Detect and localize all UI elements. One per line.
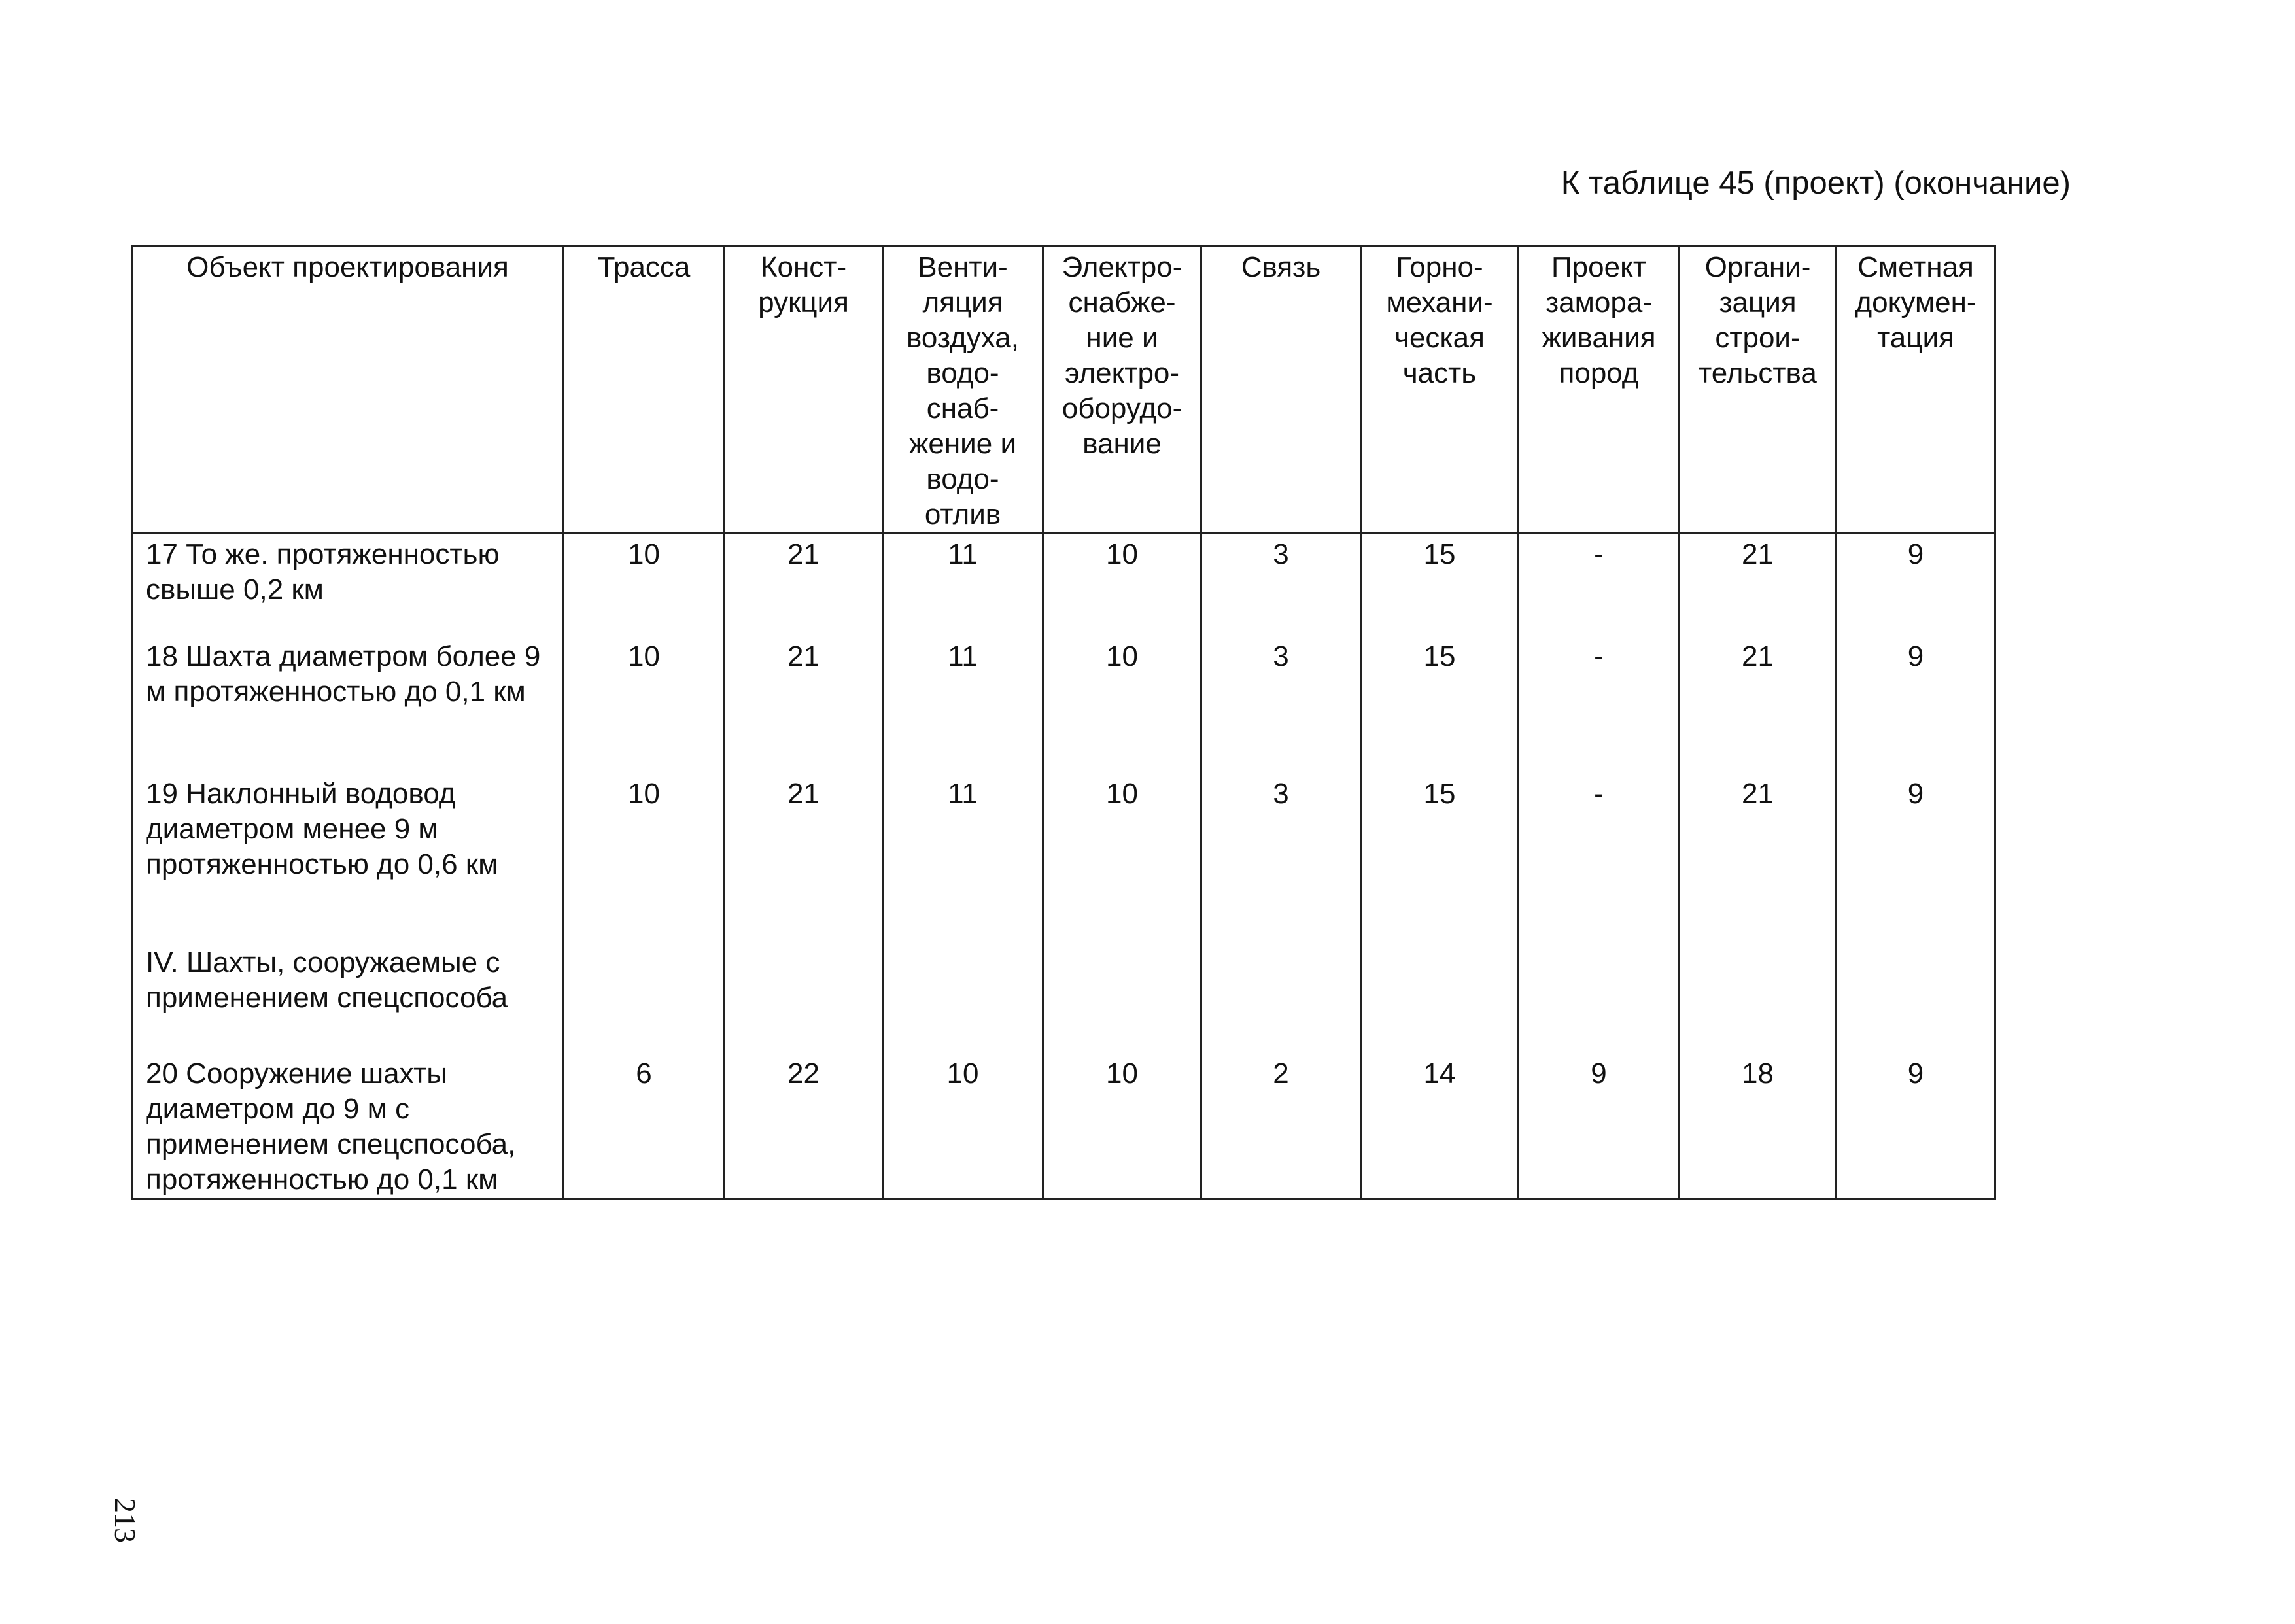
header-object: Объект проектирования <box>132 246 564 534</box>
cell-value <box>564 942 725 1054</box>
cell-value: 10 <box>564 534 725 637</box>
header-construction: Конст- рукция <box>725 246 883 534</box>
header-estimate-docs: Сметная докумен- тация <box>1837 246 1995 534</box>
table-caption: К таблице 45 (проект) (окончание) <box>1561 165 2071 201</box>
cell-value: 9 <box>1837 636 1995 774</box>
cell-value: 15 <box>1361 534 1519 637</box>
cell-value: 10 <box>1043 774 1201 942</box>
table-row <box>132 1054 1995 1199</box>
cell-value: 9 <box>1837 774 1995 942</box>
cell-value: 10 <box>564 774 725 942</box>
cell-value <box>1043 942 1201 1054</box>
cell-value: 15 <box>1361 774 1519 942</box>
cell-value: 9 <box>1519 1054 1680 1199</box>
header-route: Трасса <box>564 246 725 534</box>
cell-value: 15 <box>1361 636 1519 774</box>
cell-value: 21 <box>1680 774 1837 942</box>
cell-value: - <box>1519 534 1680 637</box>
cell-value: 11 <box>883 636 1043 774</box>
cell-value <box>725 942 883 1054</box>
cell-value: 10 <box>1043 534 1201 637</box>
header-power-supply: Электро- снабже- ние и электро- оборудо- вание <box>1043 246 1201 534</box>
section-heading: IV. Шахты, сооружаемые с применением спецспособа <box>132 942 564 1054</box>
cell-value: 3 <box>1201 636 1361 774</box>
cell-value: 22 <box>725 1054 883 1199</box>
cell-value <box>883 942 1043 1054</box>
header-ventilation: Венти- ляция воздуха, водо- снаб- жение и водо- отлив <box>883 246 1043 534</box>
cell-value: 18 <box>1680 1054 1837 1199</box>
header-freezing-project: Проект замора- живания пород <box>1519 246 1680 534</box>
cell-value: 10 <box>883 1054 1043 1199</box>
cell-value <box>1680 942 1837 1054</box>
cell-value: 10 <box>564 636 725 774</box>
table-row <box>132 636 1995 774</box>
row-object: 19 Наклонный водовод диаметром менее 9 м протяженностью до 0,6 км <box>132 774 564 942</box>
cell-value: 3 <box>1201 534 1361 637</box>
header-row <box>132 246 1995 534</box>
cell-value: 21 <box>725 636 883 774</box>
row-object: 20 Сооружение шахты диаметром до 9 м с применением спецспособа, протяженностью до 0,1 км <box>132 1054 564 1199</box>
cell-value: 21 <box>725 534 883 637</box>
project-cost-table <box>131 245 1996 1200</box>
cell-value: 21 <box>1680 534 1837 637</box>
header-communication: Связь <box>1201 246 1361 534</box>
cell-value: 10 <box>1043 636 1201 774</box>
cell-value: 9 <box>1837 1054 1995 1199</box>
cell-value: 10 <box>1043 1054 1201 1199</box>
cell-value: - <box>1519 636 1680 774</box>
page-number: 213 <box>109 1498 142 1543</box>
cell-value: 3 <box>1201 774 1361 942</box>
cell-value: 21 <box>1680 636 1837 774</box>
cell-value: 11 <box>883 534 1043 637</box>
cell-value: 21 <box>725 774 883 942</box>
cell-value: 11 <box>883 774 1043 942</box>
table-row <box>132 534 1995 637</box>
section-row <box>132 942 1995 1054</box>
cell-value <box>1361 942 1519 1054</box>
cell-value: 14 <box>1361 1054 1519 1199</box>
row-object: 17 То же. протяженностью свыше 0,2 км <box>132 534 564 637</box>
cell-value <box>1837 942 1995 1054</box>
cell-value: - <box>1519 774 1680 942</box>
header-mining-mechanical: Горно- механи- ческая часть <box>1361 246 1519 534</box>
cell-value: 2 <box>1201 1054 1361 1199</box>
cell-value <box>1519 942 1680 1054</box>
cell-value: 6 <box>564 1054 725 1199</box>
cell-value: 9 <box>1837 534 1995 637</box>
row-object: 18 Шахта диаметром более 9 м протяженностью до 0,1 км <box>132 636 564 774</box>
cell-value <box>1201 942 1361 1054</box>
table-row <box>132 774 1995 942</box>
header-construction-organization: Органи- зация строи- тельства <box>1680 246 1837 534</box>
